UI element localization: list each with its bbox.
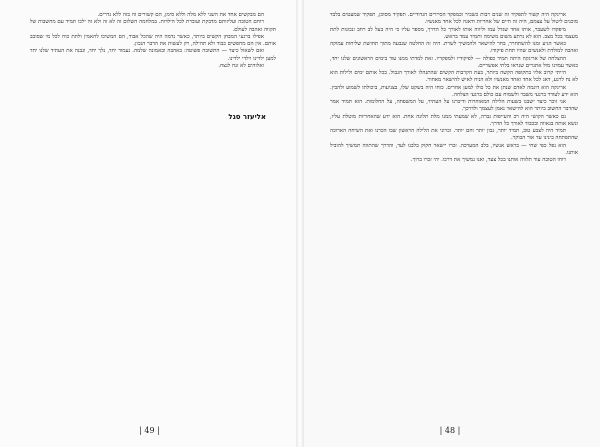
page-number: | 49 | — [139, 426, 160, 435]
paragraph: הייתי קרוב אליו בתקופה הקשה ביותר, בעת הקרבות הקשים שהתנהלו לאורך הגבול. בכל אותם ימים ולילות הוא לא נח לרגע, דאג לכל אחד ואחד מאנשיו ולא הניח לאיש להישאר מאחור. — [330, 70, 578, 84]
paragraph: אני זוכר כיצד ישבנו בשעות הלילה המאוחרות ודיברנו על העתיד, על המשפחה, על החלומות. הוא תמיד אמר שהדבר החשוב ביותר הוא להישאר נאמן לעצמך ולדרכך. — [330, 99, 578, 113]
paragraph: כאשר הגיע זמנו להשתחרר, בחר להישאר ולהמשיך לשרת. היה זה החלטה שנבעה מתוך תחושת שליחות עמוקה ואהבה למולדת ולאנשים שהיו תחת פיקודו. — [330, 41, 578, 55]
left-page-text — [30, 12, 276, 70]
paragraph: הוא נפל כפי שחי — בראש אנשיו, בלב המערכה. זכרו יישאר חקוק בלבנו לעד, והדרך שהתווה תמשיך להוביל אותנו. — [330, 142, 578, 156]
book-gutter — [296, 0, 304, 447]
paragraph: אריגקה היה קשור לתפקיד זה שנים רבות כשכיר וכמפקד הסיירים הגדודיים. תפקיד מסוכן, תפקיד שמעטים בלבד מוכנים ליטול על עצמם, היה זה חיים של אחריות ודאגה לכל אחד מאנשיו. — [330, 12, 578, 26]
paragraph: אפילו ברגעי המבחן הקשים ביותר, כאשר נדמה היה שהכל אבוד, הם המשיכו להאמין ולתת כוח לכל מי שסובב אותם. אין הם מחפשים כבוד ולא תהילה, רק לעשות את הדבר הנכון. — [30, 33, 276, 47]
paragraph: הם מבקשים אחד את השני ללא מלה וללא סימן, הם קשורים זה בזה ללא נדרים. — [97, 12, 264, 18]
signature-text: אליעזר סגל — [228, 113, 266, 121]
paragraph: ואלוהים לא זנח לנצח. — [218, 62, 264, 69]
paragraph: גם כאשר הקושי היה רב והעייפות גברה, לא שמעתי ממנו מלת תלונה אחת. הוא ידע שהאחריות מוטלת עליו, ונשא אותה בגאווה ובכבוד לאורך כל הדרך. — [330, 113, 578, 127]
right-page — [300, 0, 600, 447]
paragraph: רוחו הטובה עוד תלווה אותנו בכל צעד, ואנו נמשיך את דרכו. יהי זכרו ברוך. — [410, 157, 566, 163]
author-signature — [30, 113, 276, 121]
paragraph: ואם לשאול כיצד — התשובה פשוטה: באהבה ובאמונה שלמה. נעמוד יחד, נלך יחד, ונבנה את העתיד שלנו יחד למען ילדינו וילדי ילדינו. — [30, 48, 276, 62]
paragraph: אריגקה הוא דוגמה לאדם שנתן את כל כולו למען אחרים. כוחו היה בשקט שלו, בצניעות, ביכולתו לשמוע ולהבין. הוא ידע לעודד ברגעי משבר ולשמוח עם כולם ברגעי הצלחה. — [330, 84, 578, 98]
paragraph: ההצלחה של אריגקה היתה תמיד כפולה — לפיקודיו ולמפקדיו. זאת למדתי ממנו עוד בימים הראשונים שלנו יחד, כאשר עמדנו מול אתגרים שנראו בלתי אפשריים. — [330, 55, 578, 69]
right-page-text — [330, 12, 578, 164]
paragraph: רוחם הטובה ועליזותם מדבקת ועוברת לכל הילדות. במלחמה השלום זה לא זה ולא זה ילכו תמיד עם מחשבות של תקווה ואהבה לעולם. — [30, 19, 276, 33]
paragraph: מיפקדו לשעבר, אותו אחד שגדל עמו וליווה אותו לאורך כל הדרך, מספר עליו כי היה בעל לב רחב ונכונות לתת מעצמו בכל מצב. הוא לא נרתע משום משימה ותמיד עמד בראש. — [330, 26, 578, 40]
paragraph: תמיד היה לצבע טוב, תמיד יותר, נכון יותר וחם יותר. זכרוני את הלילה הראשון שבו הכרנו ואת השיחה הארוכה שהתפתחה בינינו עד אור הבוקר. — [330, 128, 578, 142]
page-number: | 48 | — [439, 426, 461, 435]
